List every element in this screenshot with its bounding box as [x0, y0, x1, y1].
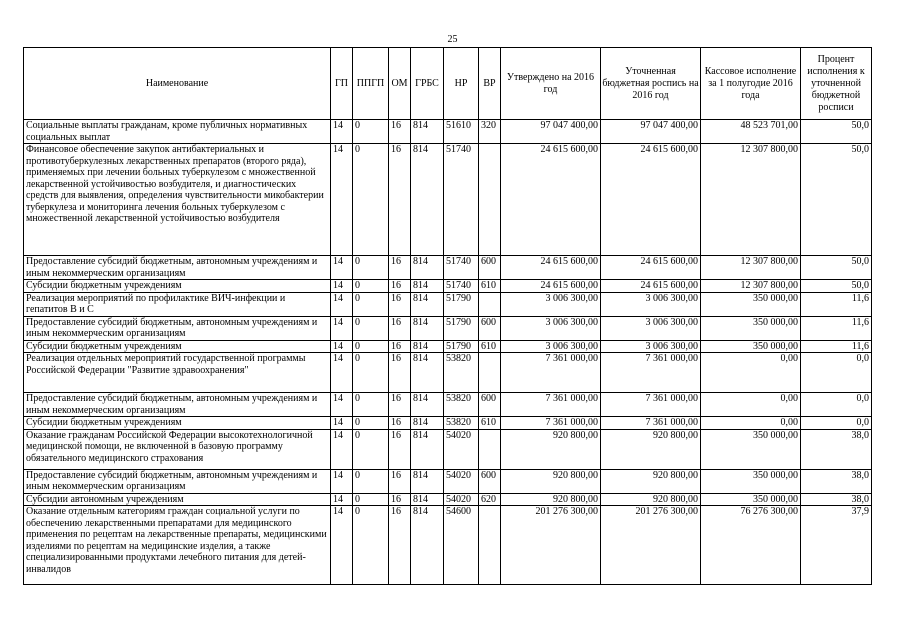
row-vr	[479, 353, 501, 393]
row-percent: 50,0	[801, 144, 872, 256]
row-nr: 51740	[444, 280, 479, 293]
row-percent: 38,0	[801, 429, 872, 469]
row-grbs: 814	[411, 353, 444, 393]
row-name: Оказание гражданам Российской Федерации высокотехнологичной медицинской помощи, не включенной в базовую программу обязательного медицинского страхования	[24, 429, 331, 469]
row-cash: 0,00	[701, 417, 801, 430]
row-cash: 350 000,00	[701, 292, 801, 316]
row-name: Предоставление субсидий бюджетным, автономным учреждениям и иным некоммерческим организациям	[24, 256, 331, 280]
header-nr: НР	[444, 48, 479, 120]
row-refined: 97 047 400,00	[601, 120, 701, 144]
table-row	[24, 316, 872, 340]
row-grbs: 814	[411, 393, 444, 417]
row-approved: 201 276 300,00	[501, 506, 601, 585]
row-vr: 600	[479, 393, 501, 417]
row-om: 16	[389, 340, 411, 353]
header-percent: Процент исполнения к уточненной бюджетной росписи	[801, 48, 872, 120]
row-om: 16	[389, 120, 411, 144]
row-gp: 14	[331, 417, 353, 430]
row-percent: 50,0	[801, 256, 872, 280]
budget-execution-table	[23, 47, 872, 585]
table-row	[24, 353, 872, 393]
table-row	[24, 280, 872, 293]
row-approved: 920 800,00	[501, 493, 601, 506]
row-om: 16	[389, 469, 411, 493]
row-nr: 54020	[444, 493, 479, 506]
row-ppgp: 0	[353, 506, 389, 585]
row-om: 16	[389, 256, 411, 280]
row-percent: 37,9	[801, 506, 872, 585]
row-om: 16	[389, 429, 411, 469]
row-nr: 54020	[444, 469, 479, 493]
row-om: 16	[389, 417, 411, 430]
row-cash: 12 307 800,00	[701, 144, 801, 256]
row-ppgp: 0	[353, 120, 389, 144]
row-cash: 0,00	[701, 393, 801, 417]
row-grbs: 814	[411, 280, 444, 293]
row-percent: 0,0	[801, 353, 872, 393]
row-vr: 600	[479, 469, 501, 493]
row-gp: 14	[331, 393, 353, 417]
row-percent: 11,6	[801, 292, 872, 316]
row-vr: 610	[479, 340, 501, 353]
table-row	[24, 493, 872, 506]
header-om: ОМ	[389, 48, 411, 120]
row-gp: 14	[331, 429, 353, 469]
header-approved: Утверждено на 2016 год	[501, 48, 601, 120]
row-cash: 350 000,00	[701, 493, 801, 506]
row-nr: 53820	[444, 417, 479, 430]
row-ppgp: 0	[353, 393, 389, 417]
row-refined: 920 800,00	[601, 429, 701, 469]
row-nr: 51790	[444, 316, 479, 340]
table-header-row	[24, 48, 872, 120]
row-name: Предоставление субсидий бюджетным, автономным учреждениям и иным некоммерческим организациям	[24, 393, 331, 417]
row-refined: 24 615 600,00	[601, 144, 701, 256]
row-percent: 50,0	[801, 120, 872, 144]
row-om: 16	[389, 506, 411, 585]
header-vr: ВР	[479, 48, 501, 120]
row-approved: 24 615 600,00	[501, 280, 601, 293]
row-approved: 920 800,00	[501, 469, 601, 493]
row-approved: 920 800,00	[501, 429, 601, 469]
row-ppgp: 0	[353, 417, 389, 430]
row-gp: 14	[331, 280, 353, 293]
row-nr: 51740	[444, 256, 479, 280]
row-refined: 920 800,00	[601, 493, 701, 506]
row-gp: 14	[331, 120, 353, 144]
header-cash: Кассовое исполнение за 1 полугодие 2016 года	[701, 48, 801, 120]
row-percent: 38,0	[801, 469, 872, 493]
row-gp: 14	[331, 292, 353, 316]
row-name: Оказание отдельным категориям граждан социальной услуги по обеспечению лекарственными препаратами для медицинского применения по рецептам на лекарственные препараты, медицинскими изделиями по рецептам на медицинские изделия, а также специализированными продуктами лечебного питания для детей-инвалидов	[24, 506, 331, 585]
row-approved: 24 615 600,00	[501, 144, 601, 256]
row-cash: 12 307 800,00	[701, 280, 801, 293]
row-nr: 53820	[444, 393, 479, 417]
header-ppgp: ППГП	[353, 48, 389, 120]
table-row	[24, 417, 872, 430]
row-nr: 51740	[444, 144, 479, 256]
row-cash: 76 276 300,00	[701, 506, 801, 585]
row-refined: 7 361 000,00	[601, 353, 701, 393]
row-nr: 51790	[444, 340, 479, 353]
row-nr: 54020	[444, 429, 479, 469]
row-name: Реализация мероприятий по профилактике ВИЧ-инфекции и гепатитов В и С	[24, 292, 331, 316]
row-percent: 38,0	[801, 493, 872, 506]
row-vr	[479, 144, 501, 256]
row-om: 16	[389, 280, 411, 293]
row-cash: 12 307 800,00	[701, 256, 801, 280]
row-ppgp: 0	[353, 316, 389, 340]
table-row	[24, 393, 872, 417]
row-cash: 350 000,00	[701, 429, 801, 469]
row-grbs: 814	[411, 256, 444, 280]
row-gp: 14	[331, 506, 353, 585]
row-approved: 3 006 300,00	[501, 340, 601, 353]
row-vr	[479, 292, 501, 316]
row-name: Субсидии бюджетным учреждениям	[24, 280, 331, 293]
row-gp: 14	[331, 340, 353, 353]
row-ppgp: 0	[353, 292, 389, 316]
row-name: Финансовое обеспечение закупок антибактериальных и противотуберкулезных лекарственных препаратов (второго ряда), применяемых при лечении больных туберкулезом с множественной лекарственной устойчивостью возбудителя, и диагностических средств для выявления, определения чувствительности микобактерии туберкулеза и мониторинга лечения больных туберкулезом с множественной лекарственной устойчивостью возбудителя	[24, 144, 331, 256]
row-approved: 3 006 300,00	[501, 292, 601, 316]
row-ppgp: 0	[353, 144, 389, 256]
row-nr: 51790	[444, 292, 479, 316]
row-refined: 3 006 300,00	[601, 292, 701, 316]
row-approved: 7 361 000,00	[501, 417, 601, 430]
table-row	[24, 429, 872, 469]
table-row	[24, 340, 872, 353]
row-gp: 14	[331, 353, 353, 393]
row-vr: 600	[479, 316, 501, 340]
row-name: Субсидии бюджетным учреждениям	[24, 417, 331, 430]
row-refined: 920 800,00	[601, 469, 701, 493]
row-refined: 24 615 600,00	[601, 256, 701, 280]
row-refined: 3 006 300,00	[601, 340, 701, 353]
row-name: Социальные выплаты гражданам, кроме публичных нормативных социальных выплат	[24, 120, 331, 144]
row-om: 16	[389, 316, 411, 340]
table-row	[24, 506, 872, 585]
row-cash: 48 523 701,00	[701, 120, 801, 144]
row-grbs: 814	[411, 506, 444, 585]
row-name: Субсидии бюджетным учреждениям	[24, 340, 331, 353]
row-om: 16	[389, 353, 411, 393]
row-refined: 201 276 300,00	[601, 506, 701, 585]
row-grbs: 814	[411, 429, 444, 469]
page-number: 25	[447, 34, 458, 45]
row-grbs: 814	[411, 340, 444, 353]
header-gp: ГП	[331, 48, 353, 120]
header-name: Наименование	[24, 48, 331, 120]
row-vr	[479, 429, 501, 469]
table-row	[24, 120, 872, 144]
row-ppgp: 0	[353, 256, 389, 280]
row-cash: 350 000,00	[701, 340, 801, 353]
row-ppgp: 0	[353, 353, 389, 393]
row-nr: 54600	[444, 506, 479, 585]
row-gp: 14	[331, 256, 353, 280]
row-percent: 11,6	[801, 316, 872, 340]
row-percent: 0,0	[801, 417, 872, 430]
row-cash: 0,00	[701, 353, 801, 393]
row-name: Предоставление субсидий бюджетным, автономным учреждениям и иным некоммерческим организациям	[24, 469, 331, 493]
row-refined: 7 361 000,00	[601, 393, 701, 417]
row-vr: 610	[479, 280, 501, 293]
row-gp: 14	[331, 316, 353, 340]
table-row	[24, 469, 872, 493]
row-approved: 3 006 300,00	[501, 316, 601, 340]
header-grbs: ГРБС	[411, 48, 444, 120]
table-row	[24, 144, 872, 256]
row-vr: 610	[479, 417, 501, 430]
table-row	[24, 292, 872, 316]
row-grbs: 814	[411, 417, 444, 430]
row-percent: 11,6	[801, 340, 872, 353]
row-vr: 620	[479, 493, 501, 506]
row-name: Реализация отдельных мероприятий государственной программы Российской Федерации "Развитие здравоохранения"	[24, 353, 331, 393]
row-gp: 14	[331, 493, 353, 506]
row-om: 16	[389, 493, 411, 506]
row-refined: 24 615 600,00	[601, 280, 701, 293]
row-approved: 7 361 000,00	[501, 353, 601, 393]
row-percent: 0,0	[801, 393, 872, 417]
table-row	[24, 256, 872, 280]
row-name: Субсидии автономным учреждениям	[24, 493, 331, 506]
row-ppgp: 0	[353, 280, 389, 293]
row-gp: 14	[331, 469, 353, 493]
row-ppgp: 0	[353, 469, 389, 493]
header-refined: Уточненная бюджетная роспись на 2016 год	[601, 48, 701, 120]
row-approved: 7 361 000,00	[501, 393, 601, 417]
row-refined: 3 006 300,00	[601, 316, 701, 340]
row-vr	[479, 506, 501, 585]
row-grbs: 814	[411, 469, 444, 493]
row-grbs: 814	[411, 144, 444, 256]
row-vr: 600	[479, 256, 501, 280]
row-vr: 320	[479, 120, 501, 144]
row-ppgp: 0	[353, 340, 389, 353]
row-approved: 24 615 600,00	[501, 256, 601, 280]
row-ppgp: 0	[353, 493, 389, 506]
row-grbs: 814	[411, 493, 444, 506]
row-nr: 53820	[444, 353, 479, 393]
row-approved: 97 047 400,00	[501, 120, 601, 144]
row-om: 16	[389, 393, 411, 417]
row-name: Предоставление субсидий бюджетным, автономным учреждениям и иным некоммерческим организациям	[24, 316, 331, 340]
row-percent: 50,0	[801, 280, 872, 293]
row-cash: 350 000,00	[701, 469, 801, 493]
row-gp: 14	[331, 144, 353, 256]
row-grbs: 814	[411, 292, 444, 316]
row-om: 16	[389, 144, 411, 256]
row-nr: 51610	[444, 120, 479, 144]
row-refined: 7 361 000,00	[601, 417, 701, 430]
row-cash: 350 000,00	[701, 316, 801, 340]
row-ppgp: 0	[353, 429, 389, 469]
row-grbs: 814	[411, 316, 444, 340]
row-om: 16	[389, 292, 411, 316]
row-grbs: 814	[411, 120, 444, 144]
